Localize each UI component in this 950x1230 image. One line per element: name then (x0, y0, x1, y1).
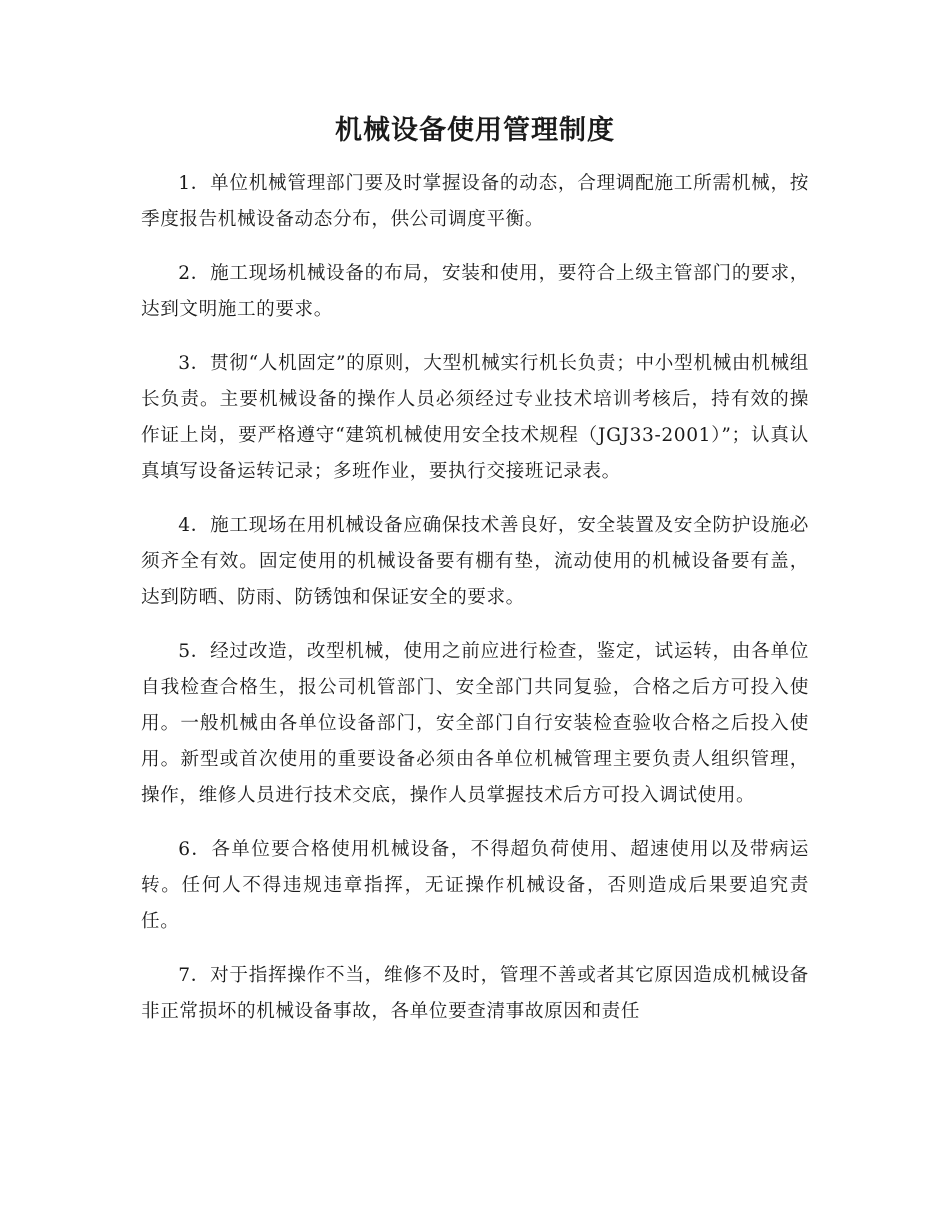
paragraph-5: 5．经过改造，改型机械，使用之前应进行检查，鉴定，试运转，由各单位自我检查合格生，报公司机管部门、安全部门共同复验，合格之后方可投入使用。一般机械由各单位设备部门，安全部门自行安装检查验收合格之后投入使用。新型或首次使用的重要设备必须由各单位机械管理主要负责人组织管理，操作，维修人员进行技术交底，操作人员掌握技术后方可投入调试使用。 (141, 641, 809, 806)
paragraph-2: 2．施工现场机械设备的布局，安装和使用，要符合上级主管部门的要求，达到文明施工的要求。 (141, 263, 809, 320)
paragraph-4: 4．施工现场在用机械设备应确保技术善良好，安全装置及安全防护设施必须齐全有效。固定使用的机械设备要有棚有垫，流动使用的机械设备要有盖，达到防晒、防雨、防锈蚀和保证安全的要求。 (141, 515, 809, 608)
paragraph-1: 1．单位机械管理部门要及时掌握设备的动态，合理调配施工所需机械，按季度报告机械设备动态分布，供公司调度平衡。 (141, 173, 809, 230)
document-body (141, 166, 809, 1048)
paragraph-6: 6．各单位要合格使用机械设备，不得超负荷使用、超速使用以及带病运转。任何人不得违规违章指挥，无证操作机械设备，否则造成后果要追究责任。 (141, 839, 809, 932)
paragraph-3: 3．贯彻“人机固定”的原则，大型机械实行机长负责；中小型机械由机械组长负责。主要机械设备的操作人员必须经过专业技术培训考核后，持有效的操作证上岗，要严格遵守“建筑机械使用安全技术规程（JGJ33-2001）”；认真认真填写设备运转记录；多班作业，要执行交接班记录表。 (141, 353, 809, 482)
document-title: 机械设备使用管理制度 (335, 115, 615, 146)
paragraph-7: 7．对于指挥操作不当，维修不及时，管理不善或者其它原因造成机械设备非正常损坏的机械设备事故，各单位要查清事故原因和责任 (141, 965, 809, 1022)
